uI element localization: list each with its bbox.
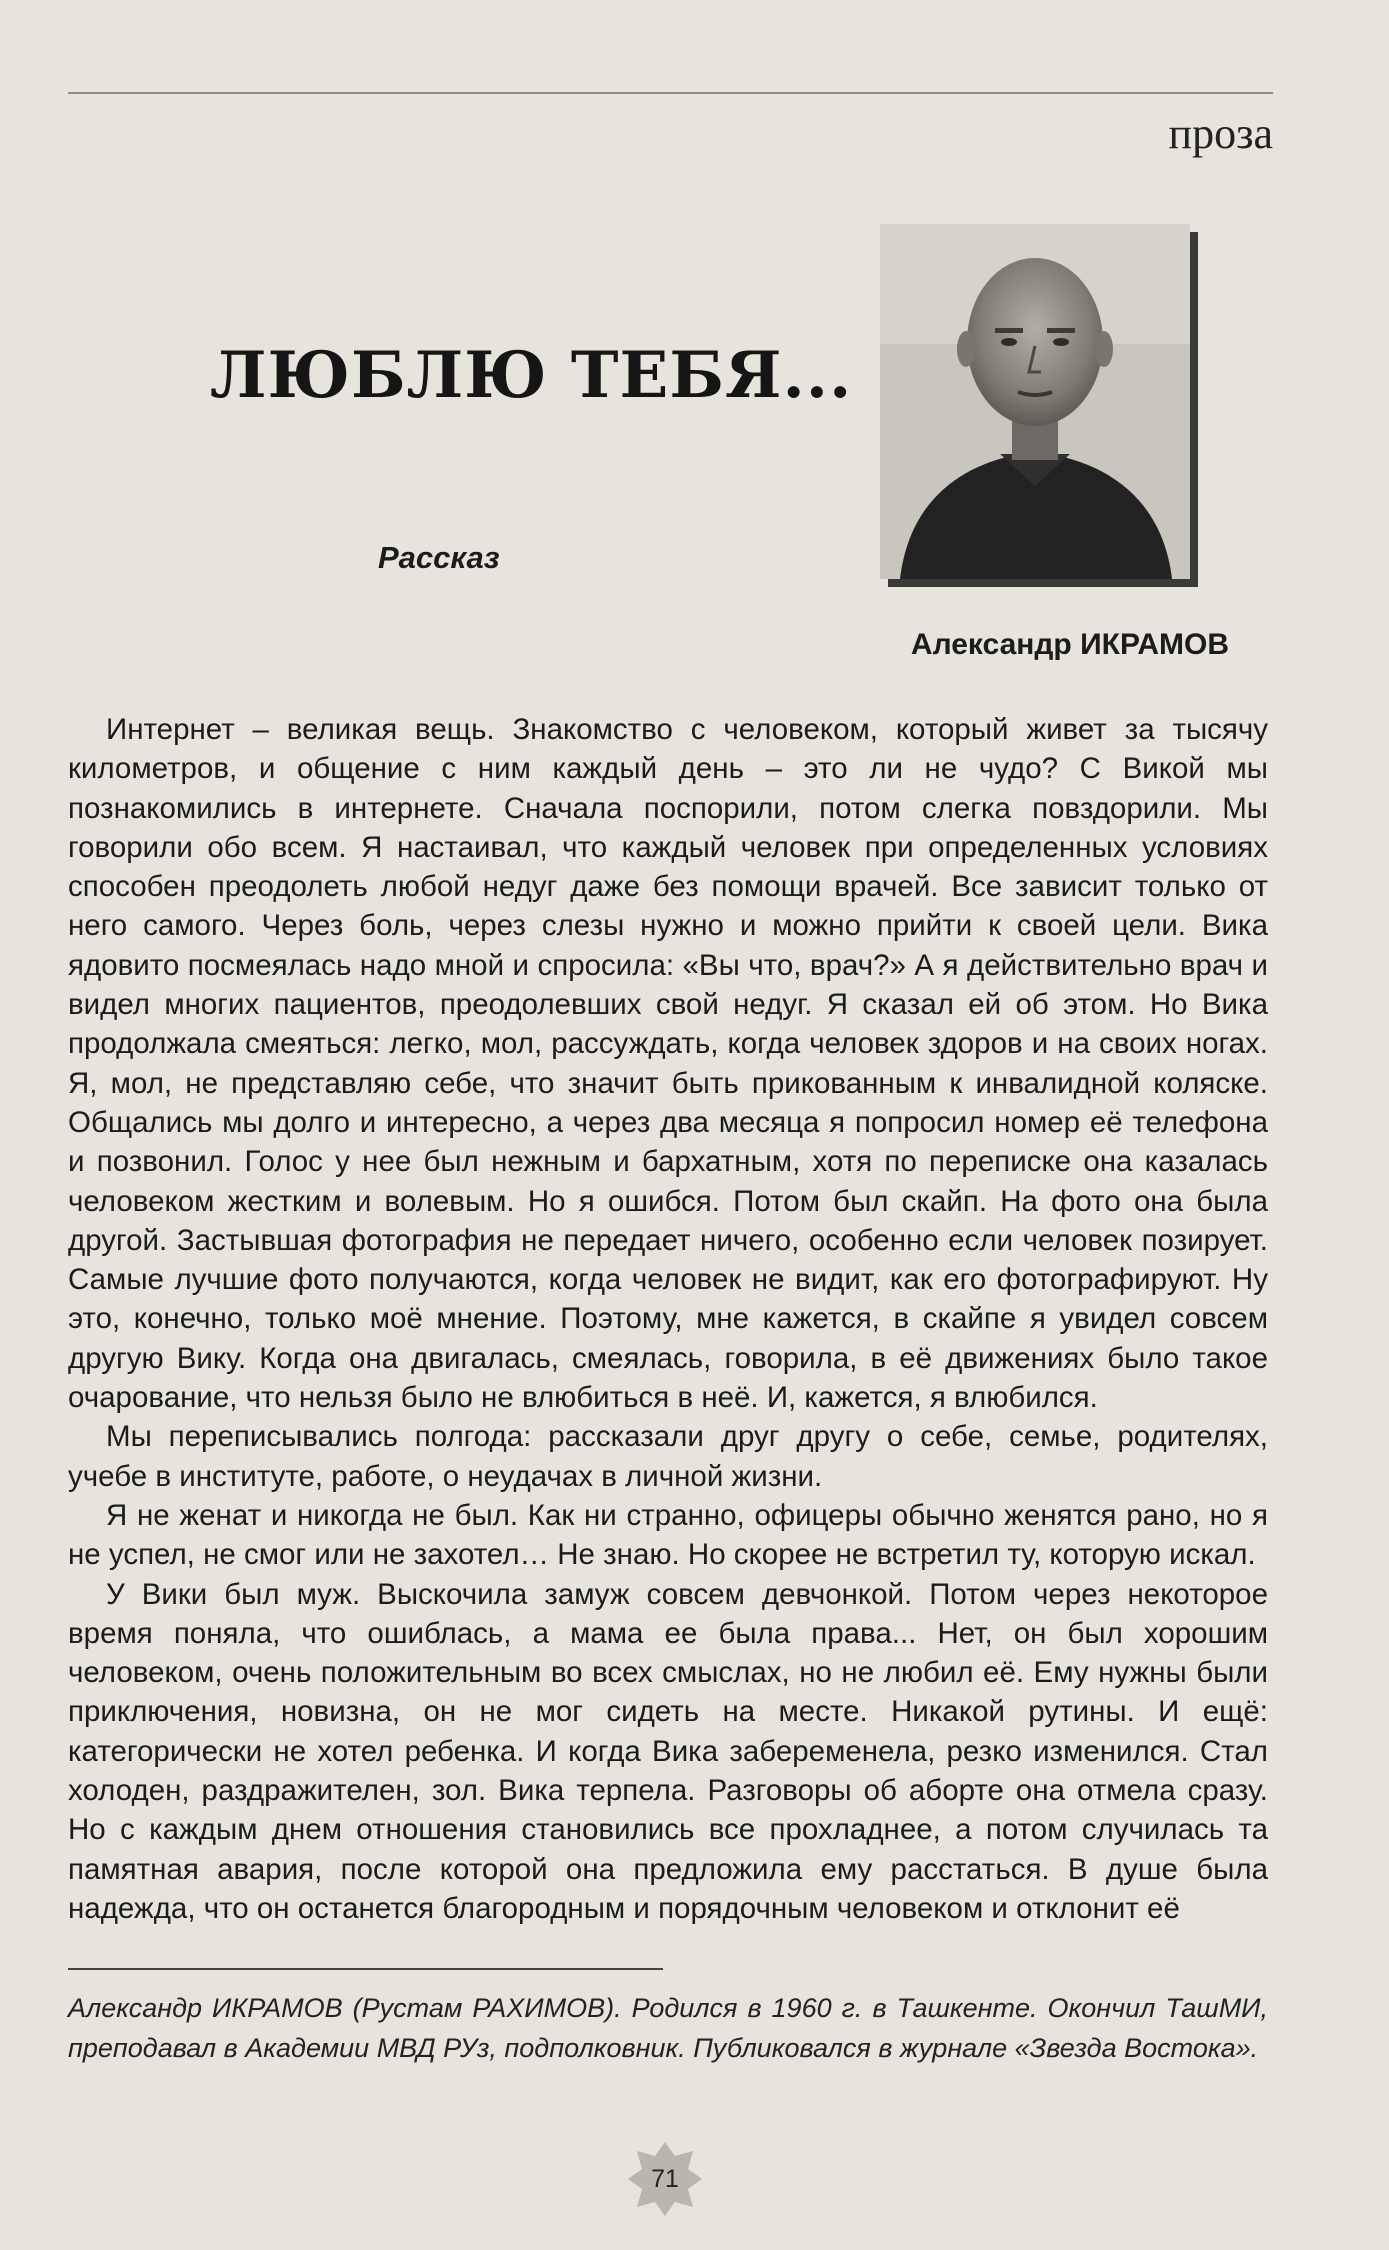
paragraph: Мы переписывались полгода: рассказали друг другу о себе, семье, родителях, учебе в институте, работе, о неудачах в личной жизни. bbox=[68, 1420, 1268, 1493]
paragraph: Я не женат и никогда не был. Как ни странно, офицеры обычно женятся рано, но я не успел, не смог или не захотел… Не знаю. Но скорее не встретил ту, которую искал. bbox=[68, 1498, 1268, 1572]
paragraph: Интернет – великая вещь. Знакомство с человеком, который живет за тысячу километров, и общение с ним каждый день – это ли не чудо? С Викой мы познакомились в интернете. Сначала поспорили, потом слегка повздорили. Мы говорили обо всем. Я настаивал, что каждый человек при определенных условиях способен преодолеть любой недуг даже без помощи врачей. Все зависит только от него самого. Через боль, через слезы нужно и можно прийти к своей цели. Вика ядовито посмеялась надо мной и спросила: «Вы что, врач?» А я действительно врач и видел многих пациентов, преодолевших свой недуг. Я сказал ей об этом. Но Вика продолжала смеяться: легко, мол, рассуждать, когда человек здоров и на своих ногах. Я, мол, не представляю себе, что значит быть прикованным к инвалидной коляске. Общались мы долго и интересно, а через два месяца я попросил номер её телефона и позвонил. Голос у нее был нежным и бархатным, хотя по переписке она казалась человеком жестким и волевым. Но я ошибся. Потом был скайп. На фото она была другой. Застывшая фотография не передает ничего, особенно если человек позирует. Самые лучшие фото получаются, когда человек не видит, как его фотографируют. Ну это, конечно, только моё мнение. Поэтому, мне кажется, в скайпе я увидел совсем другую Вику. Когда она двигалась, смеялась, говорила, в её движениях было такое очарование, что нельзя было не влюбиться в неё. И, кажется, я влюбился. bbox=[68, 713, 1268, 1415]
story-body bbox=[68, 710, 1268, 1928]
footnote-rule bbox=[68, 1968, 663, 1970]
section-running-head: проза bbox=[1168, 109, 1273, 158]
page-number: 71 bbox=[651, 2165, 679, 2193]
author-name: Александр ИКРАМОВ bbox=[910, 628, 1229, 661]
author-photo bbox=[880, 224, 1190, 579]
author-bio-footnote: Александр ИКРАМОВ (Рустам РАХИМОВ). Родился в 1960 г. в Ташкенте. Окончил ТашМИ, преподавал в Академии МВД РУз, подполковник. Публиковался в журнале «Звезда Востока». bbox=[68, 1993, 1268, 2063]
header-rule bbox=[68, 92, 1273, 94]
page-number-badge bbox=[626, 2140, 704, 2218]
story-genre: Рассказ bbox=[378, 540, 500, 575]
paragraph: У Вики был муж. Выскочила замуж совсем девчонкой. Потом через некоторое время поняла, что ошиблась, а мама ее была права... Нет, он был хорошим человеком, очень положительным во всех смыслах, но не любил её. Ему нужны были приключения, новизна, он не мог сидеть на месте. Никакой рутины. И ещё: категорически не хотел ребенка. И когда Вика забеременела, резко изменился. Стал холоден, раздражителен, зол. Вика терпела. Разговоры об аборте она отмела сразу. Но с каждым днем отношения становились все прохладнее, а потом случилась та памятная авария, после которой она предложила ему расстаться. В душе была надежда, что он останется благородным и порядочным человеком и отклонит её bbox=[68, 1577, 1268, 1925]
story-title: ЛЮБЛЮ ТЕБЯ... bbox=[210, 338, 853, 413]
portrait-image bbox=[880, 224, 1190, 579]
